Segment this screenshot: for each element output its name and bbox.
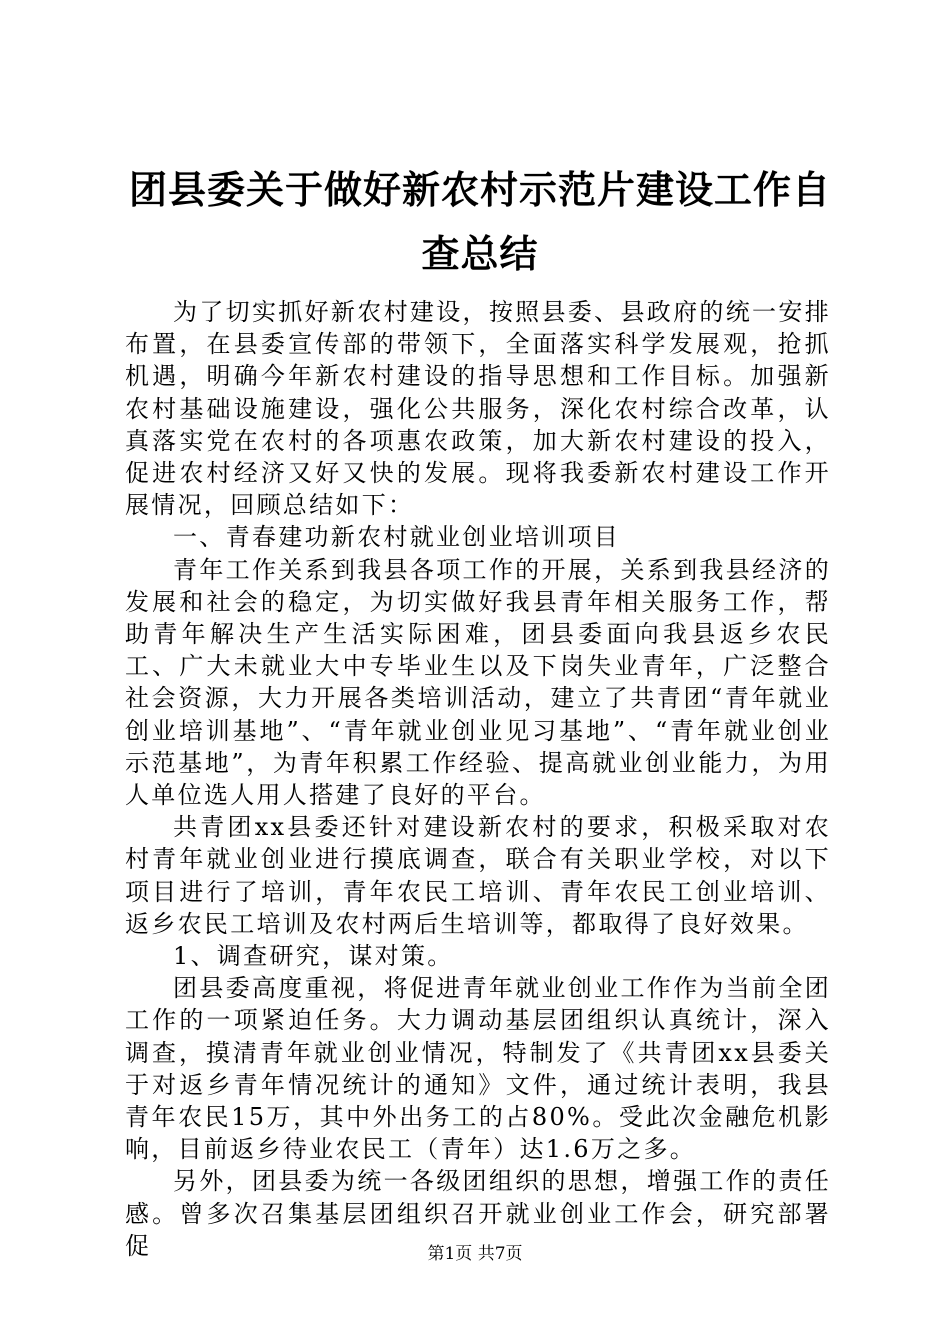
paragraph-training: 共青团xx县委还针对建设新农村的要求，积极采取对农村青年就业创业进行摸底调查，联合有关职业学校，对以下项目进行了培训，青年农民工培训、青年农民工创业培训、返乡农民工培训及农村两后生培训等，都取得了良好效果。 <box>125 813 831 938</box>
paragraph-additional: 另外，团县委为统一各级团组织的思想，增强工作的责任感。曾多次召集基层团组织召开就业创业工作会，研究部署促 <box>125 1167 831 1260</box>
paragraph-intro: 为了切实抓好新农村建设，按照县委、县政府的统一安排布置，在县委宣传部的带领下，全面落实科学发展观，抢抓机遇，明确今年新农村建设的指导思想和工作目标。加强新农村基础设施建设，强化公共服务，深化农村综合改革，认真落实党在农村的各项惠农政策，加大新农村建设的投入，促进农村经济又好又快的发展。现将我委新农村建设工作开展情况，回顾总结如下： <box>125 298 831 520</box>
section-heading-1: 一、青春建功新农村就业创业培训项目 <box>173 523 621 552</box>
subsection-heading-1: 1、调查研究，谋对策。 <box>173 942 454 971</box>
paragraph-survey: 团县委高度重视，将促进青年就业创业工作作为当前全团工作的一项紧迫任务。大力调动基层团组织认真统计，深入调查，摸清青年就业创业情况，特制发了《共青团xx县委关于对返乡青年情况统计的通知》文件，通过统计表明，我县青年农民15万，其中外出务工的占80%。受此次金融危机影响，目前返乡待业农民工（青年）达1.6万之多。 <box>125 974 831 1164</box>
paragraph-youth-work: 青年工作关系到我县各项工作的开展，关系到我县经济的发展和社会的稳定，为切实做好我县青年相关服务工作，帮助青年解决生产生活实际困难，团县委面向我县返乡农民工、广大未就业大中专毕业生以及下岗失业青年，广泛整合社会资源，大力开展各类培训活动，建立了共青团“青年就业创业培训基地”、“青年就业创业见习基地”、“青年就业创业示范基地”，为青年积累工作经验、提高就业创业能力，为用人单位选人用人搭建了良好的平台。 <box>125 555 831 810</box>
document-title: 团县委关于做好新农村示范片建设工作自查总结 <box>128 167 831 276</box>
document-body <box>125 296 831 1262</box>
page-footer: 第1页 共7页 <box>427 1244 523 1264</box>
